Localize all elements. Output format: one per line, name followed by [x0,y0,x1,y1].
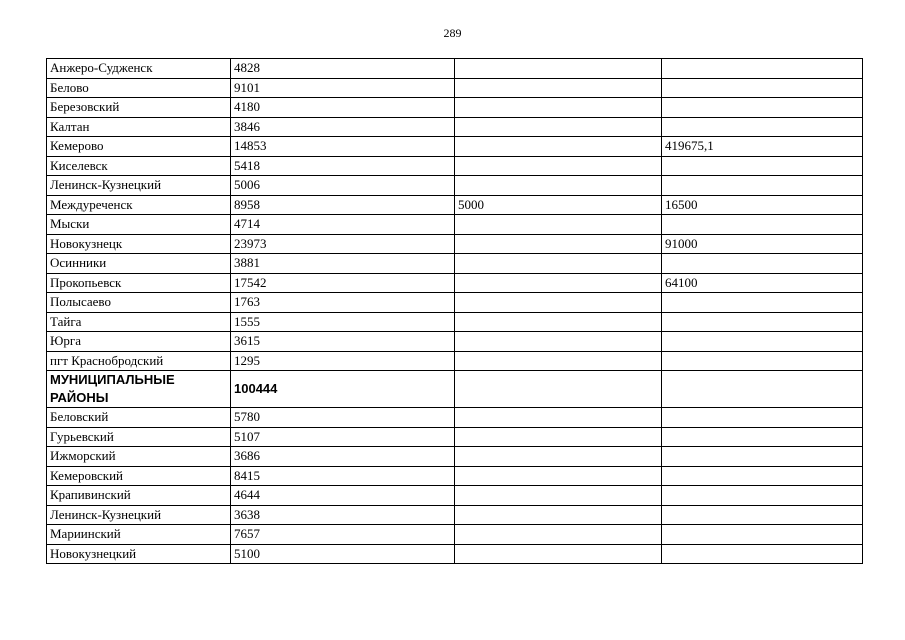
name-cell: Кемеровский [47,466,231,486]
value-cell [662,486,863,506]
table-row [47,254,863,274]
value-cell: 5006 [231,176,455,196]
value-cell [662,293,863,313]
table-row [47,234,863,254]
value-cell: 14853 [231,137,455,157]
value-cell [455,447,662,467]
table-row [47,332,863,352]
name-cell: Березовский [47,98,231,118]
table-row [47,273,863,293]
value-cell [455,234,662,254]
value-cell [455,78,662,98]
value-cell [455,332,662,352]
name-cell: Калтан [47,117,231,137]
value-cell [662,156,863,176]
value-cell [662,117,863,137]
table-row [47,544,863,564]
table-row [47,59,863,79]
table-row [47,408,863,428]
table-row [47,486,863,506]
value-cell: 1295 [231,351,455,371]
value-cell: 8415 [231,466,455,486]
section-row-municipal-districts [47,371,863,408]
value-cell: 64100 [662,273,863,293]
value-cell [662,312,863,332]
value-cell [455,525,662,545]
value-cell: 5780 [231,408,455,428]
value-cell: 5100 [231,544,455,564]
value-cell: 4180 [231,98,455,118]
value-cell [662,505,863,525]
value-cell [455,408,662,428]
value-cell: 3638 [231,505,455,525]
value-cell [662,254,863,274]
value-cell [455,59,662,79]
value-cell: 5418 [231,156,455,176]
section-heading: МУНИЦИПАЛЬНЫЕ РАЙОНЫ [47,371,231,408]
name-cell: Юрга [47,332,231,352]
value-cell [455,312,662,332]
value-cell [455,351,662,371]
name-cell: пгт Краснобродский [47,351,231,371]
value-cell [662,351,863,371]
value-cell [662,98,863,118]
name-cell: Ленинск-Кузнецкий [47,176,231,196]
value-cell [662,427,863,447]
name-cell: Киселевск [47,156,231,176]
table-row [47,176,863,196]
value-cell [455,137,662,157]
value-cell: 3615 [231,332,455,352]
value-cell [455,215,662,235]
value-cell: 5000 [455,195,662,215]
value-cell [455,293,662,313]
table-row [47,117,863,137]
name-cell: Новокузнецкий [47,544,231,564]
name-cell: Кемерово [47,137,231,157]
value-cell [662,78,863,98]
name-cell: Полысаево [47,293,231,313]
value-cell [662,466,863,486]
value-cell: 1555 [231,312,455,332]
value-cell: 17542 [231,273,455,293]
name-cell: Прокопьевск [47,273,231,293]
value-cell: 23973 [231,234,455,254]
value-cell [662,176,863,196]
value-cell: 1763 [231,293,455,313]
page-number: 289 [443,26,462,40]
table-row [47,427,863,447]
value-cell [662,332,863,352]
table-row [47,195,863,215]
name-cell: Новокузнецк [47,234,231,254]
section-total: 100444 [231,371,455,408]
name-cell: Ленинск-Кузнецкий [47,505,231,525]
name-cell: Мариинский [47,525,231,545]
name-cell: Крапивинский [47,486,231,506]
table-row [47,98,863,118]
value-cell [455,505,662,525]
value-cell: 9101 [231,78,455,98]
name-cell: Беловский [47,408,231,428]
table-body [47,59,863,564]
value-cell: 7657 [231,525,455,545]
value-cell [662,447,863,467]
value-cell: 4828 [231,59,455,79]
table-row [47,156,863,176]
name-cell: Осинники [47,254,231,274]
value-cell [662,371,863,408]
value-cell [455,176,662,196]
value-cell: 3881 [231,254,455,274]
value-cell [455,466,662,486]
value-cell: 3686 [231,447,455,467]
name-cell: Гурьевский [47,427,231,447]
name-cell: Мыски [47,215,231,235]
table-row [47,137,863,157]
value-cell [455,544,662,564]
name-cell: Анжеро-Судженск [47,59,231,79]
name-cell: Междуреченск [47,195,231,215]
value-cell [662,544,863,564]
table-row [47,525,863,545]
table-row [47,466,863,486]
value-cell [662,525,863,545]
value-cell: 8958 [231,195,455,215]
value-cell [455,117,662,137]
value-cell [662,215,863,235]
value-cell [455,273,662,293]
table-row [47,447,863,467]
table-row [47,351,863,371]
value-cell: 91000 [662,234,863,254]
value-cell: 3846 [231,117,455,137]
table-row [47,215,863,235]
value-cell [662,59,863,79]
value-cell: 4644 [231,486,455,506]
value-cell [455,427,662,447]
table-row [47,78,863,98]
value-cell [455,156,662,176]
value-cell [455,371,662,408]
value-cell [455,486,662,506]
name-cell: Ижморский [47,447,231,467]
table-row [47,293,863,313]
value-cell: 419675,1 [662,137,863,157]
name-cell: Тайга [47,312,231,332]
data-table [46,58,863,564]
value-cell: 16500 [662,195,863,215]
value-cell: 4714 [231,215,455,235]
value-cell: 5107 [231,427,455,447]
value-cell [662,408,863,428]
value-cell [455,254,662,274]
table-row [47,312,863,332]
table-row [47,505,863,525]
value-cell [455,98,662,118]
name-cell: Белово [47,78,231,98]
